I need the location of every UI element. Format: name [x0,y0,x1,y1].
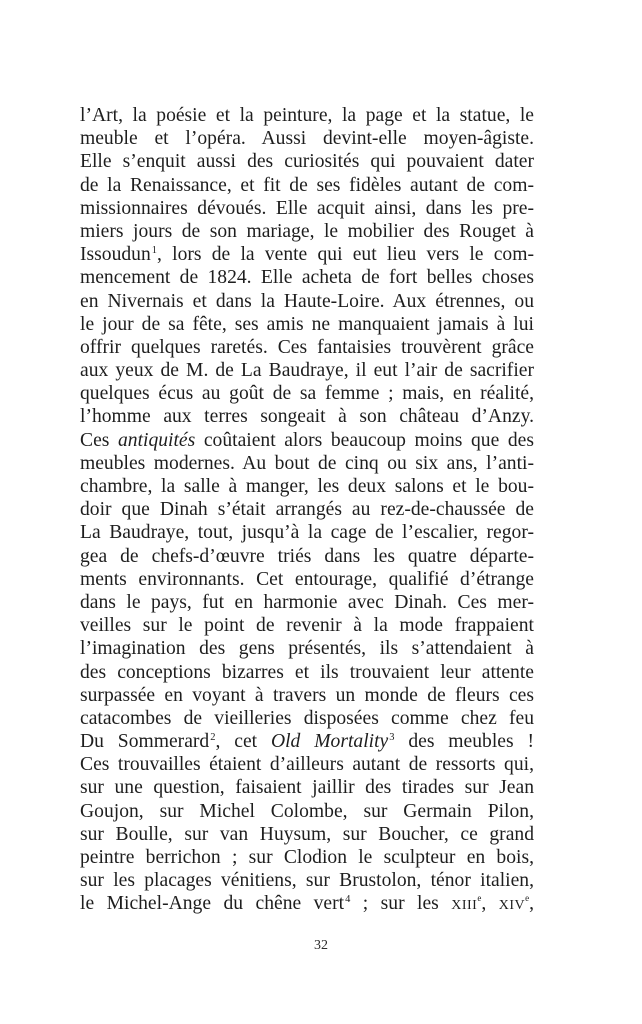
text-run: l’Art, la poésie et la peinture, la page et la statue, le [80,105,534,126]
text-run: offrir quelques raretés. Ces fantaisies trouvèrent grâce [80,336,534,358]
text-line [80,220,534,243]
century-numeral: xiii [451,893,478,915]
text-run: chambre, la salle à manger, les deux salons et le bou- [80,476,534,497]
text-line [80,892,534,915]
text-run: Ces [80,429,118,451]
text-run: des conceptions bizarres et ils trouvaient leur attente [80,661,534,683]
footnote-marker: 2 [210,732,216,744]
text-line [80,405,534,428]
text-run: Ces trouvailles étaient d’ailleurs autant de ressorts qui, [80,754,534,776]
text-run: Elle s’enquit aussi des curiosités qui pouvaient dater [80,151,534,173]
footnote-marker: 3 [389,732,395,744]
footnote-marker: 4 [345,894,351,906]
text-run: Issoudun [80,244,151,266]
text-line [80,174,534,197]
text-run: miers jours de son mariage, le mobilier des Rouget à [80,220,534,242]
text-run: l’homme aux terres songeait à son château d’Anzy. [80,406,534,428]
text-run: , cet [215,731,271,753]
text-line [80,266,534,289]
text-run: sur Boulle, sur van Huysum, sur Boucher, ce grand [80,823,534,845]
text-run: ments environnants. Cet entourage, qualifié d’étrange [80,568,534,590]
text-run: dans le pays, fut en harmonie avec Dinah. Ces mer- [80,591,534,613]
text-run: , [529,893,534,915]
text-line [80,150,534,173]
century-numeral: xiv [498,893,526,915]
text-line [80,336,534,359]
text-run: quelques écus au goût de sa femme ; mais, en réalité, [80,383,534,405]
text-run: , [481,893,499,915]
text-run: sur les placages vénitiens, sur Brustolon, ténor italien, [80,870,534,892]
text-line [80,661,534,684]
text-line [80,846,534,869]
text-run: le Michel-Ange du chêne vert [80,893,345,915]
text-run: aux yeux de M. de La Baudraye, il eut l’air de sacrifier [80,360,534,382]
text-line [80,684,534,707]
text-run: Du Sommerard [80,731,210,753]
text-line [80,869,534,892]
text-run: , lors de la vente qui eut lieu vers le com- [157,244,534,266]
text-line [80,800,534,823]
text-line [80,730,534,753]
text-run: meuble et l’opéra. Aussi devint-elle moyen-âgiste. [80,128,534,150]
text-run: doir que Dinah s’était arrangés au rez-de-chaussée de [80,499,534,521]
text-run: mencement de 1824. Elle acheta de fort belles choses [80,267,534,289]
body-text [80,104,534,916]
text-line [80,382,534,405]
text-run: sur une question, faisaient jaillir des tirades sur Jean [80,777,534,799]
ordinal-superscript: e [477,893,482,904]
text-run: surpassée en voyant à travers un monde de fleurs ces [80,684,534,706]
text-line [80,429,534,452]
text-run: en Nivernais et dans la Haute-Loire. Aux étrennes, ou [80,290,534,312]
text-run: l’imagination des gens présentés, ils s’attendaient à [80,638,534,660]
text-line [80,591,534,614]
text-line [80,776,534,799]
text-line [80,475,534,498]
text-line [80,568,534,591]
text-run: veilles sur le point de revenir à la mode frappaient [80,615,534,637]
italic-text: antiquités [117,429,196,451]
text-line [80,313,534,336]
text-run: gea de chefs-d’œuvre triés dans les quatre départe- [80,545,534,567]
text-line [80,823,534,846]
text-run: le jour de sa fête, ses amis ne manquaient jamais à lui [80,313,534,335]
ordinal-superscript: e [525,893,530,904]
italic-text: Old Mortality [270,731,389,753]
text-run: de la Renaissance, et fit de ses fidèles autant de com- [80,174,534,196]
text-line [80,290,534,313]
text-run: peintre berrichon ; sur Clodion le sculpteur en bois, [80,847,534,868]
text-run: des meubles ! [394,731,534,753]
text-line [80,452,534,475]
text-run: Goujon, sur Michel Colombe, sur Germain Pilon, [80,800,534,822]
text-line [80,104,534,127]
text-line [80,498,534,521]
text-line [80,753,534,776]
text-line [80,545,534,568]
text-line [80,614,534,637]
text-run: ; sur les [350,893,452,915]
text-run: missionnaires dévoués. Elle acquit ainsi, dans les pre- [80,197,534,219]
text-line [80,243,534,266]
text-line [80,359,534,382]
text-run: coûtaient alors beaucoup moins que des [195,429,534,451]
text-line [80,637,534,660]
text-line [80,197,534,220]
text-run: La Baudraye, tout, jusqu’à la cage de l’escalier, regor- [80,522,534,544]
text-line [80,521,534,544]
text-line [80,127,534,150]
page-number: 32 [314,938,328,953]
text-line [80,707,534,730]
text-run: catacombes de vieilleries disposées comme chez feu [80,707,534,729]
footnote-marker: 1 [151,245,158,257]
text-run: meubles modernes. Au bout de cinq ou six ans, l’anti- [80,452,534,474]
